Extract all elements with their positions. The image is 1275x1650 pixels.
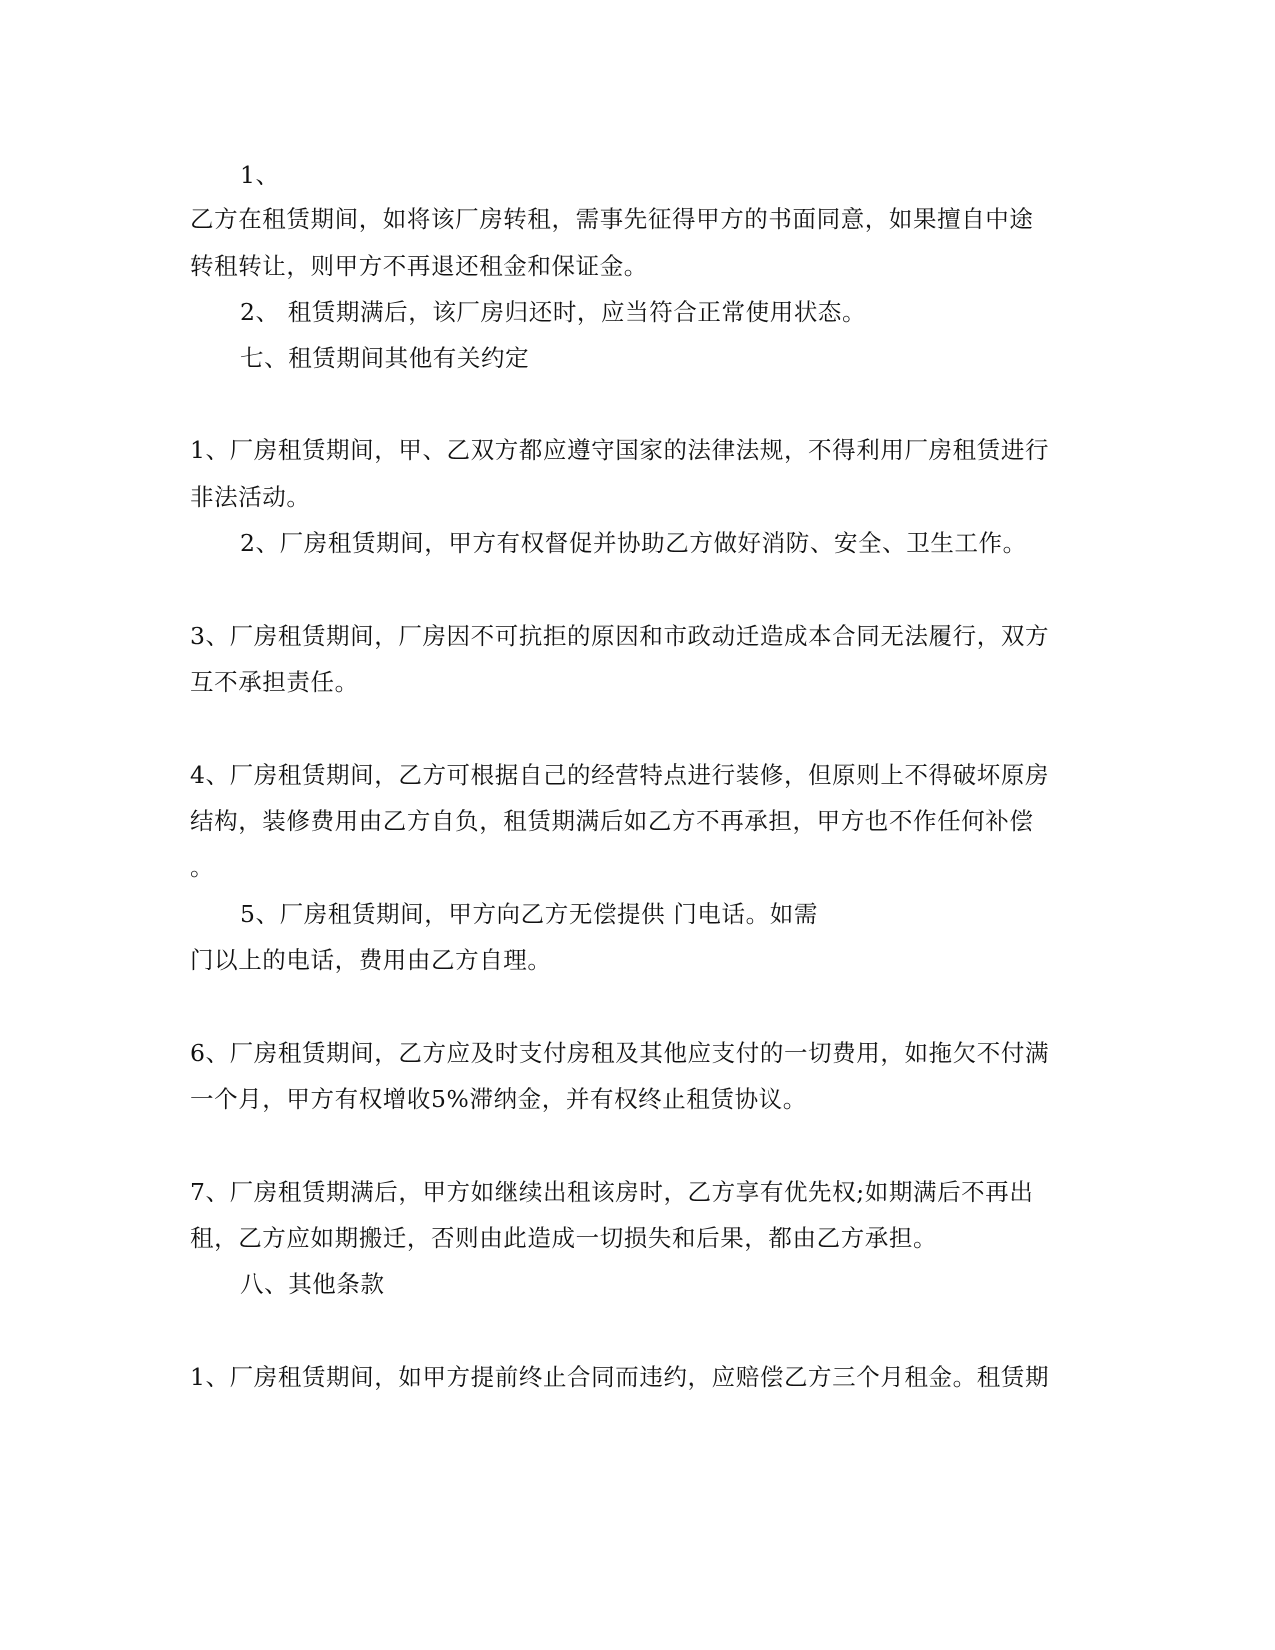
- clause-7-6-line-2: 一个月，甲方有权增收5%滞纳金，并有权终止租赁协议。: [190, 1085, 807, 1113]
- section-7-heading: 七、租赁期间其他有关约定: [240, 344, 530, 372]
- clause-7-4-line-1: 4、厂房租赁期间，乙方可根据自己的经营特点进行装修，但原则上不得破坏原房: [190, 761, 1050, 789]
- clause-7-3-line-2: 互不承担责任。: [190, 668, 359, 696]
- clause-7-5-line-2: 门以上的电话，费用由乙方自理。: [190, 946, 552, 974]
- clause-6-1-line-1: 乙方在租赁期间，如将该厂房转租，需事先征得甲方的书面同意，如果擅自中途: [190, 205, 1034, 233]
- section-8-heading: 八、其他条款: [240, 1270, 385, 1298]
- clause-7-6-line-1: 6、厂房租赁期间，乙方应及时支付房租及其他应支付的一切费用，如拖欠不付满: [190, 1039, 1050, 1067]
- clause-6-2: 2、 租赁期满后，该厂房归还时，应当符合正常使用状态。: [240, 298, 867, 326]
- clause-7-4-line-3: 。: [190, 853, 215, 881]
- clause-7-1-line-2: 非法活动。: [190, 483, 311, 511]
- clause-7-2: 2、厂房租赁期间，甲方有权督促并协助乙方做好消防、安全、卫生工作。: [240, 529, 1027, 557]
- clause-7-4-line-2: 结构，装修费用由乙方自负，租赁期满后如乙方不再承担，甲方也不作任何补偿: [190, 807, 1034, 835]
- clause-7-1-line-1: 1、厂房租赁期间，甲、乙双方都应遵守国家的法律法规，不得利用厂房租赁进行: [190, 436, 1050, 464]
- clause-6-1-line-2: 转租转让，则甲方不再退还租金和保证金。: [190, 252, 648, 280]
- clause-7-3-line-1: 3、厂房租赁期间，厂房因不可抗拒的原因和市政动迁造成本合同无法履行，双方: [190, 622, 1050, 650]
- clause-6-1-number: 1、: [240, 161, 280, 189]
- clause-8-1-line-1: 1、厂房租赁期间，如甲方提前终止合同而违约，应赔偿乙方三个月租金。租赁期: [190, 1363, 1050, 1391]
- clause-7-5-line-1: 5、厂房租赁期间，甲方向乙方无偿提供 门电话。如需: [240, 900, 818, 928]
- clause-7-7-line-2: 租，乙方应如期搬迁，否则由此造成一切损失和后果，都由乙方承担。: [190, 1224, 938, 1252]
- clause-7-7-line-1: 7、厂房租赁期满后，甲方如继续出租该房时，乙方享有优先权;如期满后不再出: [190, 1178, 1034, 1206]
